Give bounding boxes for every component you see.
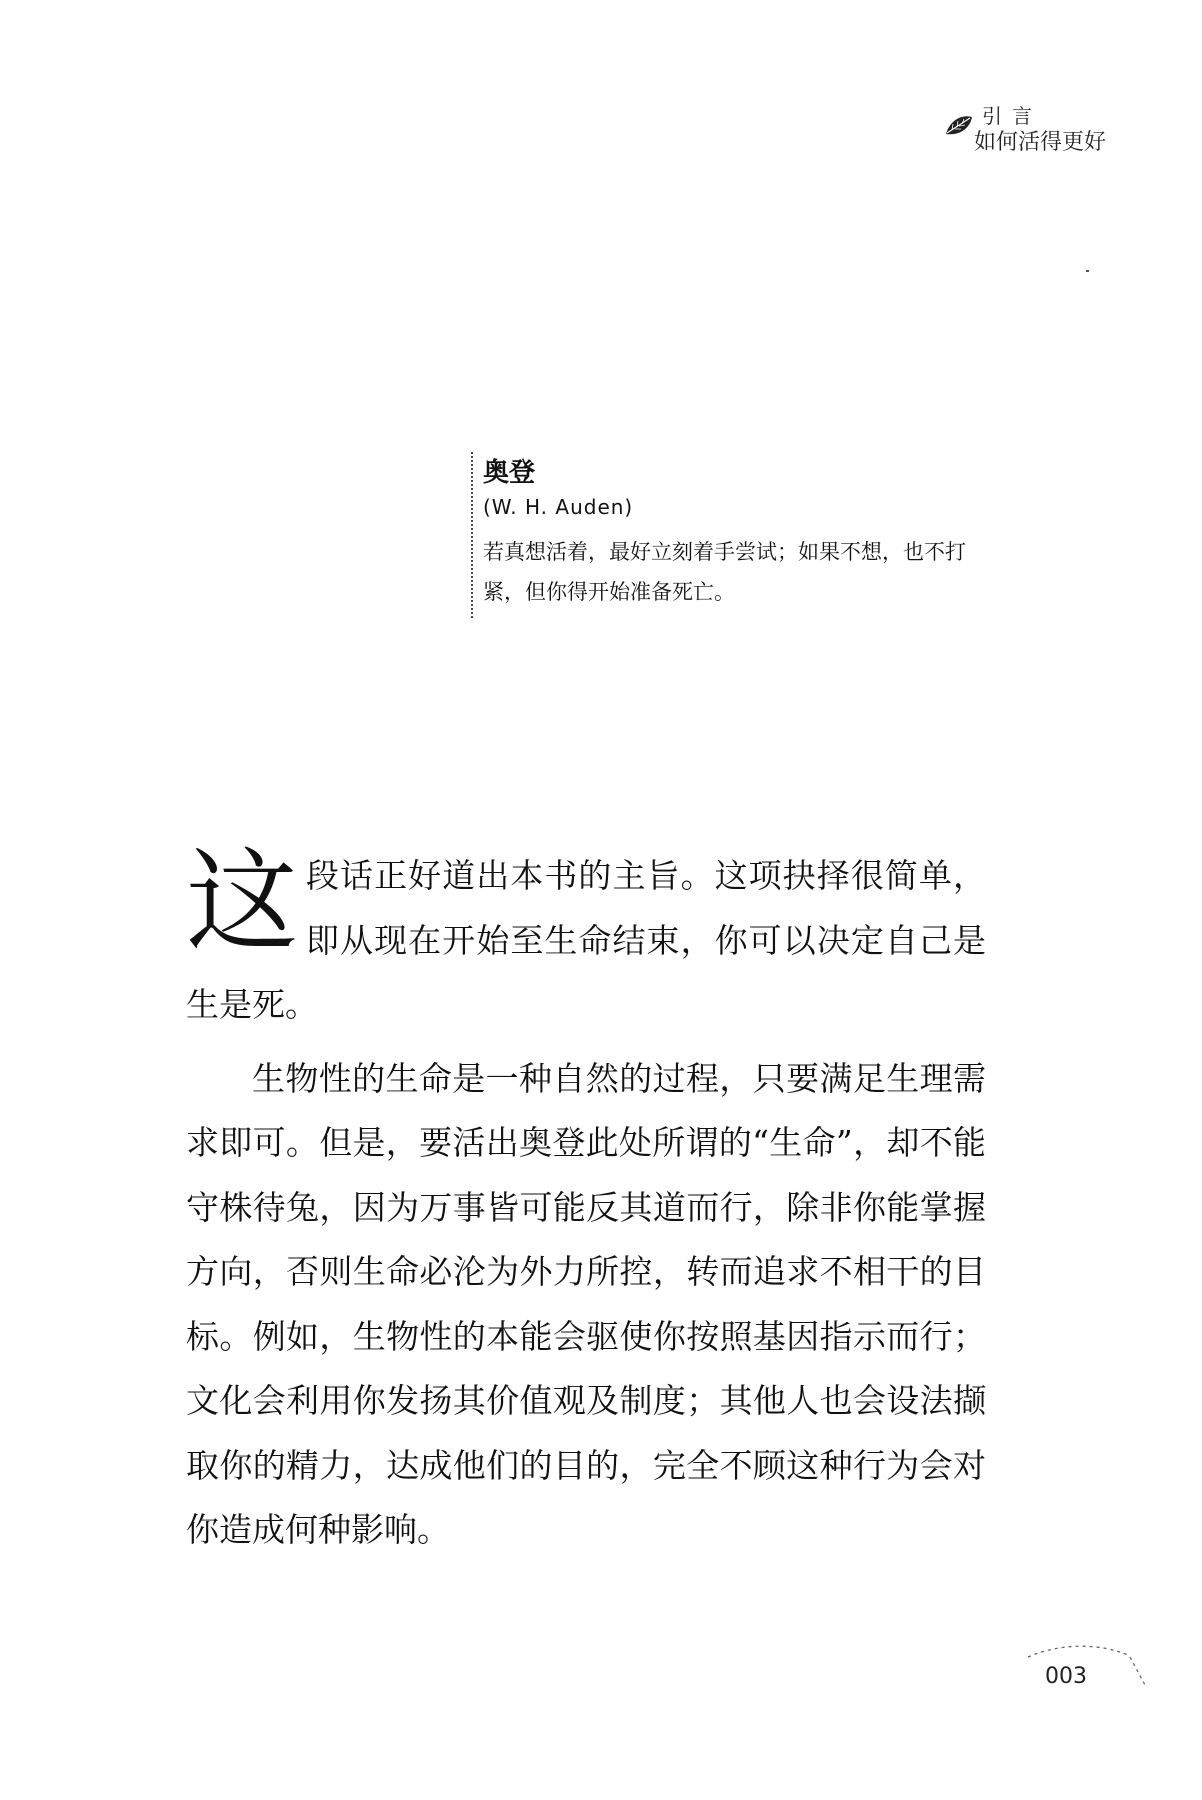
- paragraph-2: 生物性的生命是一种自然的过程，只要满足生理需求即可。但是，要活出奥登此处所谓的“生命”，却不能守株待兔，因为万事皆可能反其道而行，除非你能掌握方向，否则生命必沦为外力所控，转而追求不相干的目标。例如，生物性的本能会驱使你按照基因指示而行；文化会利用你发扬其价值观及制度；其他人也会设法撷取你的精力，达成他们的目的，完全不顾这种行为会对你造成何种影响。: [186, 1058, 986, 1549]
- page-tick-mark: [1086, 270, 1089, 272]
- chapter-title: 如何活得更好: [974, 130, 1107, 155]
- body-text: [186, 837, 986, 1572]
- leaf-icon: [944, 114, 974, 138]
- paragraph-1: [186, 837, 986, 1038]
- epigraph: [471, 452, 1023, 618]
- epigraph-text: 若真想活着，最好立刻着手尝试；如果不想，也不打紧，但你得开始准备死亡。: [483, 540, 966, 604]
- running-header: [944, 100, 1144, 160]
- drop-cap: 这: [186, 837, 298, 967]
- chapter-label: 引言: [982, 104, 1042, 128]
- page-number: 003: [1045, 1664, 1087, 1689]
- epigraph-author: 奥登: [483, 458, 536, 488]
- paragraph-1-text: 段话正好道出本书的主旨。这项抉择很简单，即从现在开始至生命结束，你可以决定自己是生是死。: [186, 856, 986, 1024]
- epigraph-author-english: (W. H. Auden): [483, 495, 634, 519]
